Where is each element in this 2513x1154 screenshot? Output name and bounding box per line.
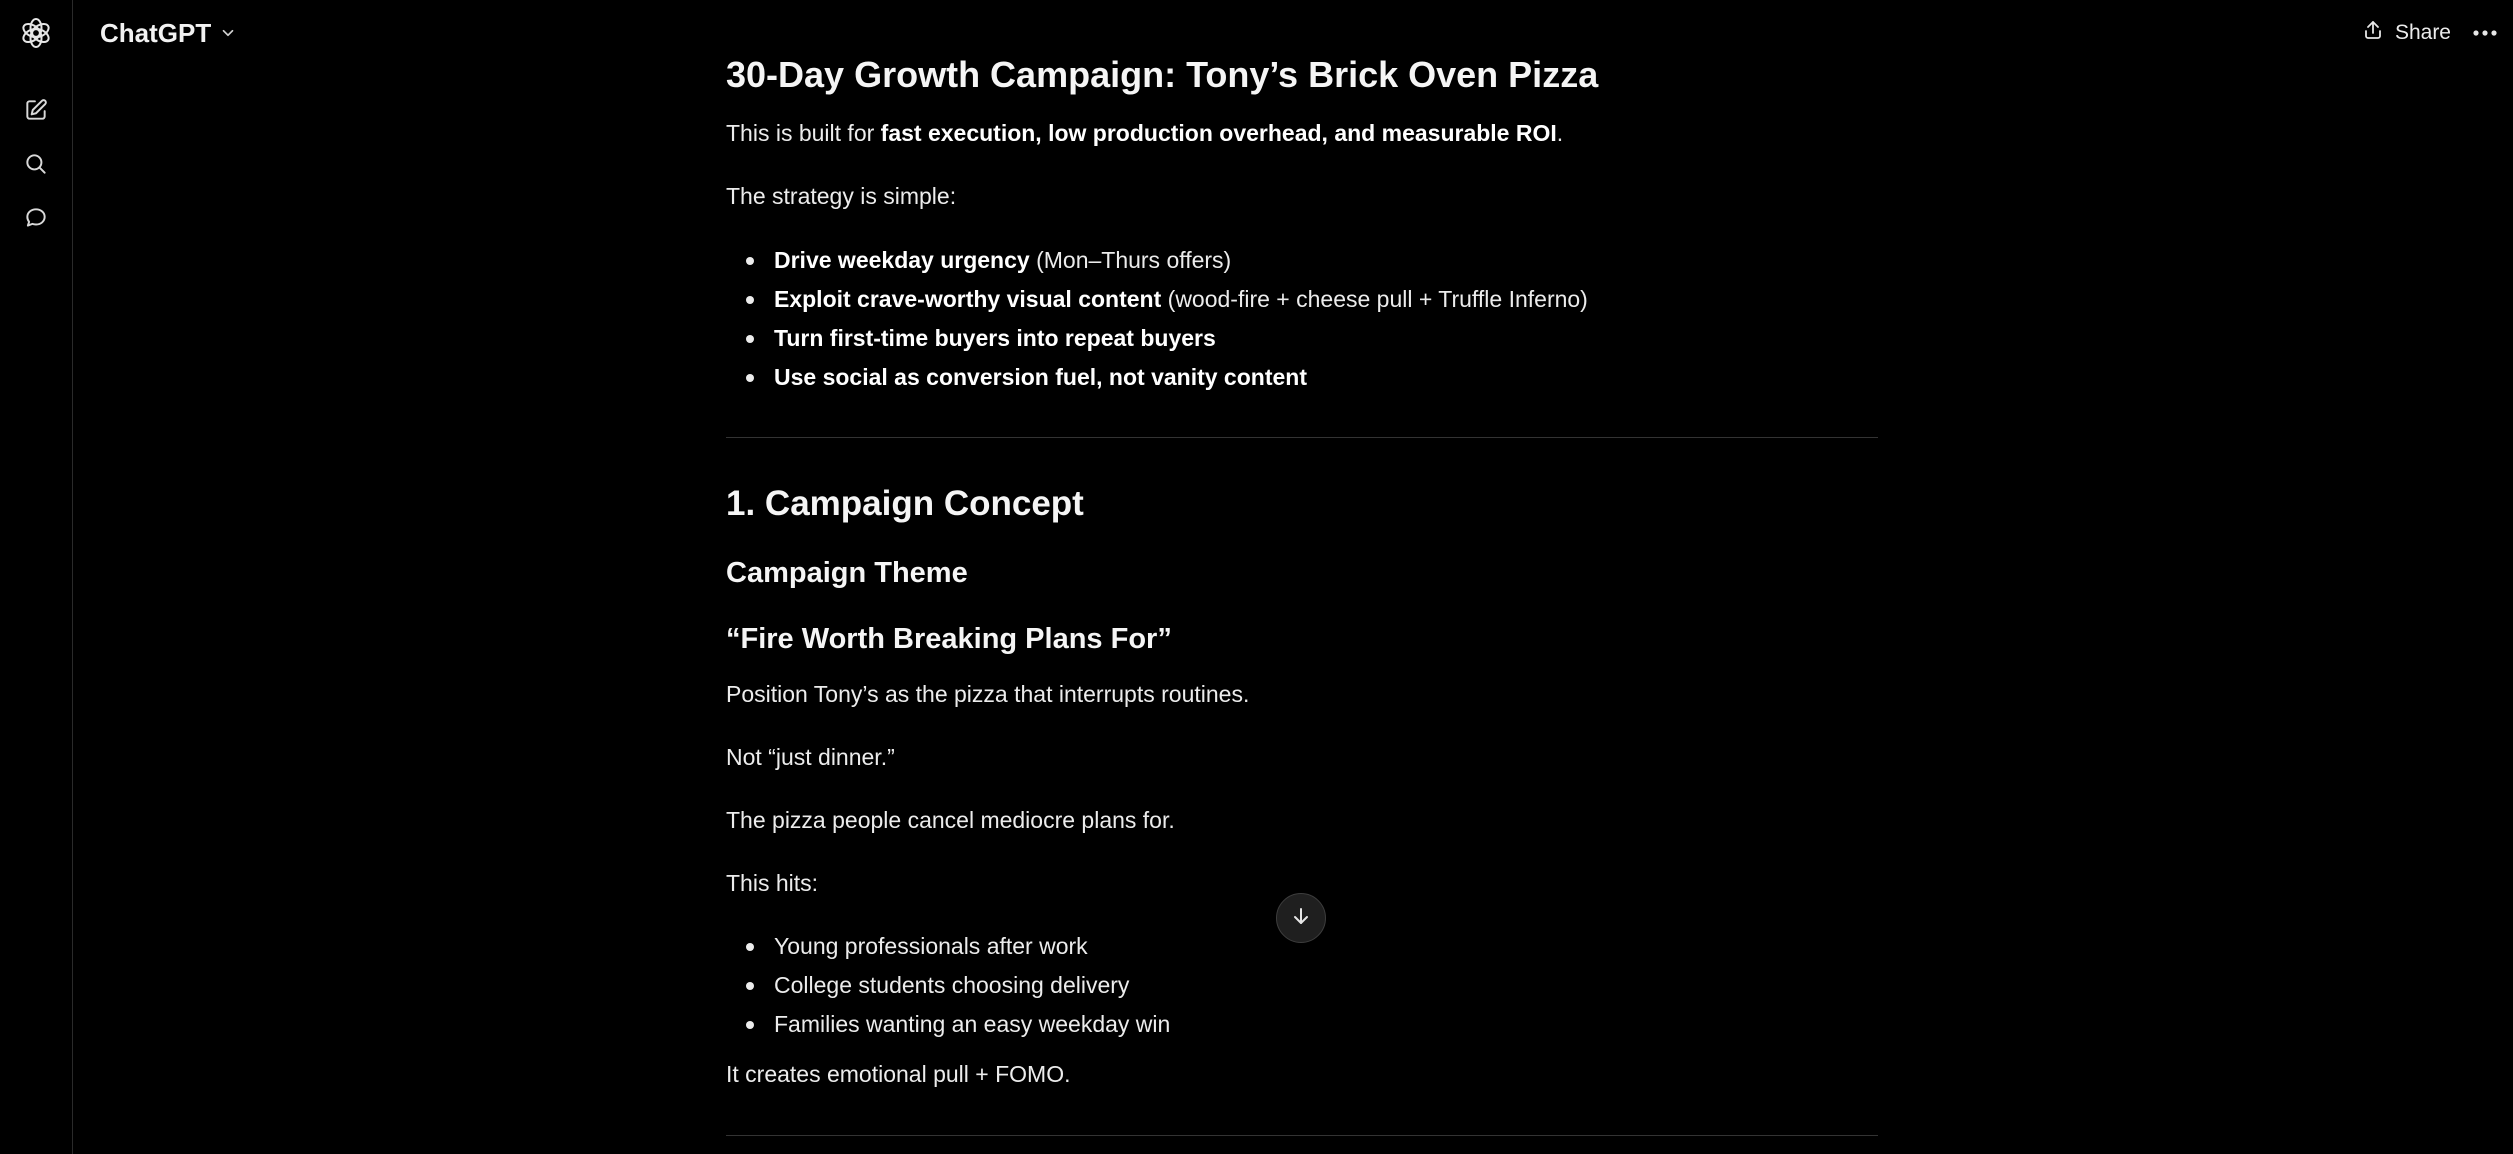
paragraph: It creates emotional pull + FOMO.: [726, 1061, 1071, 1087]
chevron-down-icon: [219, 18, 237, 49]
new-chat-icon[interactable]: [16, 90, 56, 130]
scroll-to-bottom-button[interactable]: [1276, 893, 1326, 943]
article-title: 30-Day Growth Campaign: Tony’s Brick Oven Pizza: [726, 54, 1599, 95]
list-item: [726, 241, 1588, 280]
paragraph: Not “just dinner.”: [726, 744, 895, 770]
list-item-rest: (Mon–Thurs offers): [1029, 247, 1232, 273]
strategy-list: [726, 241, 1588, 397]
share-label: Share: [2394, 21, 2451, 44]
arrow-down-icon: [1289, 904, 1313, 933]
intro-bold: fast execution, low production overhead, and measurable ROI: [880, 120, 1557, 146]
intro-prefix: This is built for: [726, 120, 881, 146]
section-divider: [726, 1135, 1878, 1136]
audience-list: [726, 927, 1170, 1044]
campaign-theme-name: “Fire Worth Breaking Plans For”: [726, 623, 1172, 655]
subsection-heading: Campaign Theme: [726, 557, 968, 589]
sidebar: [0, 0, 73, 1154]
model-switcher[interactable]: [100, 14, 237, 52]
more-options-icon[interactable]: [2465, 14, 2505, 52]
intro-suffix: .: [1556, 120, 1564, 146]
list-item-bold: Exploit crave-worthy visual content: [774, 286, 1162, 312]
list-item: [726, 280, 1588, 319]
model-name: ChatGPT: [100, 17, 212, 48]
paragraph: The pizza people cancel mediocre plans for.: [726, 807, 1175, 833]
list-item-bold: Use social as conversion fuel, not vanity content: [774, 364, 1307, 390]
list-item-bold: Turn first-time buyers into repeat buyers: [774, 325, 1216, 351]
share-icon: [2361, 18, 2385, 48]
list-item-bold: Drive weekday urgency: [774, 247, 1030, 273]
openai-logo-icon[interactable]: [16, 13, 56, 53]
list-item: [726, 319, 1588, 358]
share-button[interactable]: [2361, 14, 2451, 52]
search-icon[interactable]: [16, 144, 56, 184]
list-item: Young professionals after work: [726, 927, 1170, 966]
paragraph: Position Tony’s as the pizza that interrupts routines.: [726, 681, 1250, 707]
list-item: Families wanting an easy weekday win: [726, 1005, 1170, 1044]
paragraph: This hits:: [726, 870, 819, 896]
list-item-rest: (wood-fire + cheese pull + Truffle Inferno): [1161, 286, 1588, 312]
list-item: College students choosing delivery: [726, 966, 1170, 1005]
chat-bubble-icon[interactable]: [16, 198, 56, 238]
strategy-intro: The strategy is simple:: [726, 183, 957, 209]
list-item: [726, 358, 1588, 397]
section-divider: [726, 437, 1878, 438]
intro-paragraph: [726, 120, 1563, 147]
section-heading: 1. Campaign Concept: [726, 484, 1084, 523]
